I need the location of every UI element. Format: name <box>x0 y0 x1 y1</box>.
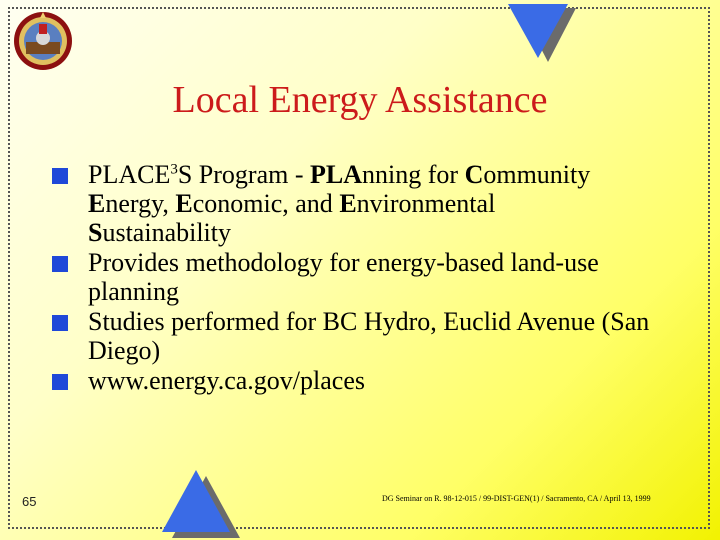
slide-title: Local Energy Assistance <box>172 79 548 121</box>
bullet-square-icon <box>52 256 68 272</box>
bullet-item: www.energy.ca.gov/places <box>52 366 672 395</box>
page-number: 65 <box>22 494 37 509</box>
bullet-square-icon <box>52 374 68 390</box>
blue-triangle-icon <box>502 2 578 62</box>
bullet-square-icon <box>52 168 68 184</box>
bullet-square-icon <box>52 315 68 331</box>
bullet-item: PLACE$^3$S Program - PLAnning for Community Energy, Economic, and Environmental Sustainability <box>52 160 672 247</box>
bullet-item: Studies performed for BC Hydro, Euclid Avenue (San Diego) <box>52 307 672 365</box>
state-seal-icon <box>12 8 74 74</box>
bullet-item: Provides methodology for energy-based land-use planning <box>52 248 672 306</box>
blue-triangle-icon <box>160 468 242 540</box>
slide-footer: DG Seminar on R. 98-12-015 / 99-DIST-GEN(1) / Sacramento, CA / April 13, 1999 <box>382 494 651 503</box>
bullet-list <box>52 160 672 396</box>
